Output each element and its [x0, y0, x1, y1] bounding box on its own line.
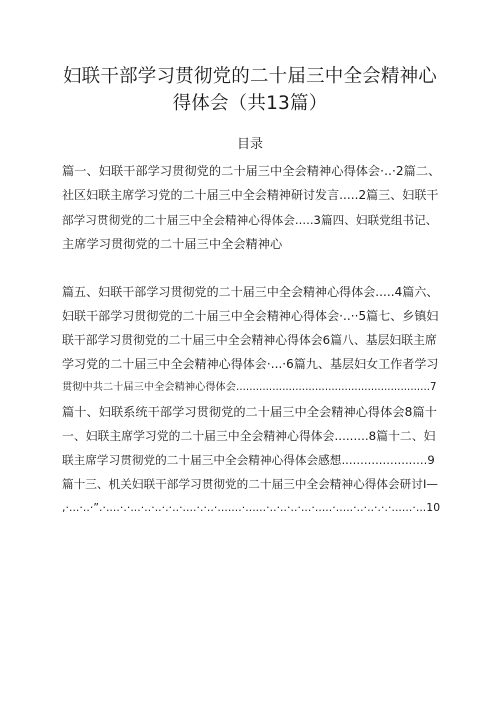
toc-line: ,·...·..·”.·....·.·...·..·..·.·..·....·.·..·.......·......·..·..·..·...·.....·.....·..·..·.·.·......·...10: [62, 501, 441, 514]
toc-line: 学习党的二十届三中全会精神心得体会·...·6篇九、基层妇女工作者学习: [62, 357, 439, 371]
toc-line: 贯彻中共二十届三中全会精神心得体会...........................................................7: [62, 382, 437, 393]
toc-line: 篇十三、机关妇联干部学习贯彻党的二十届三中全会精神心得体会研讨I—: [62, 477, 439, 491]
document-title-line-2: 得体会（共13篇）: [172, 93, 328, 114]
toc-line: 一、妇联主席学习党的二十届三中全会精神心得体会.........8篇十二、妇: [62, 429, 436, 443]
toc-heading: 目录: [236, 137, 263, 152]
toc-line: 部学习贯彻党的二十届三中全会精神心得体会.....3篇四、妇联党组书记、: [62, 213, 438, 227]
toc-line: 篇十、妇联系统干部学习贯彻党的二十届三中全会精神心得体会8篇十: [62, 405, 437, 419]
toc-line: 篇五、妇联干部学习贯彻党的二十届三中全会精神心得体会.....4篇六、: [62, 285, 439, 299]
toc-line: 主席学习贯彻党的二十届三中全会精神心: [62, 237, 283, 251]
toc-line: 联干部学习贯彻党的二十届三中全会精神心得体会6篇八、基层妇联主席: [62, 333, 437, 347]
document-title-line-1: 妇联干部学习贯彻党的二十届三中全会精神心: [62, 66, 437, 87]
toc-line: 社区妇联主席学习党的二十届三中全会精神研讨发言.....2篇三、妇联干: [62, 188, 439, 202]
toc-line: 篇一、妇联干部学习贯彻党的二十届三中全会精神心得体会·..·2篇二、: [62, 164, 441, 178]
toc-line: 联主席学习贯彻党的二十届三中全会精神心得体会感想.......................9: [62, 453, 435, 467]
toc-line: 妇联干部学习贯彻党的二十届三中全会精神心得体会·..··5篇七、乡镇妇: [62, 309, 439, 323]
